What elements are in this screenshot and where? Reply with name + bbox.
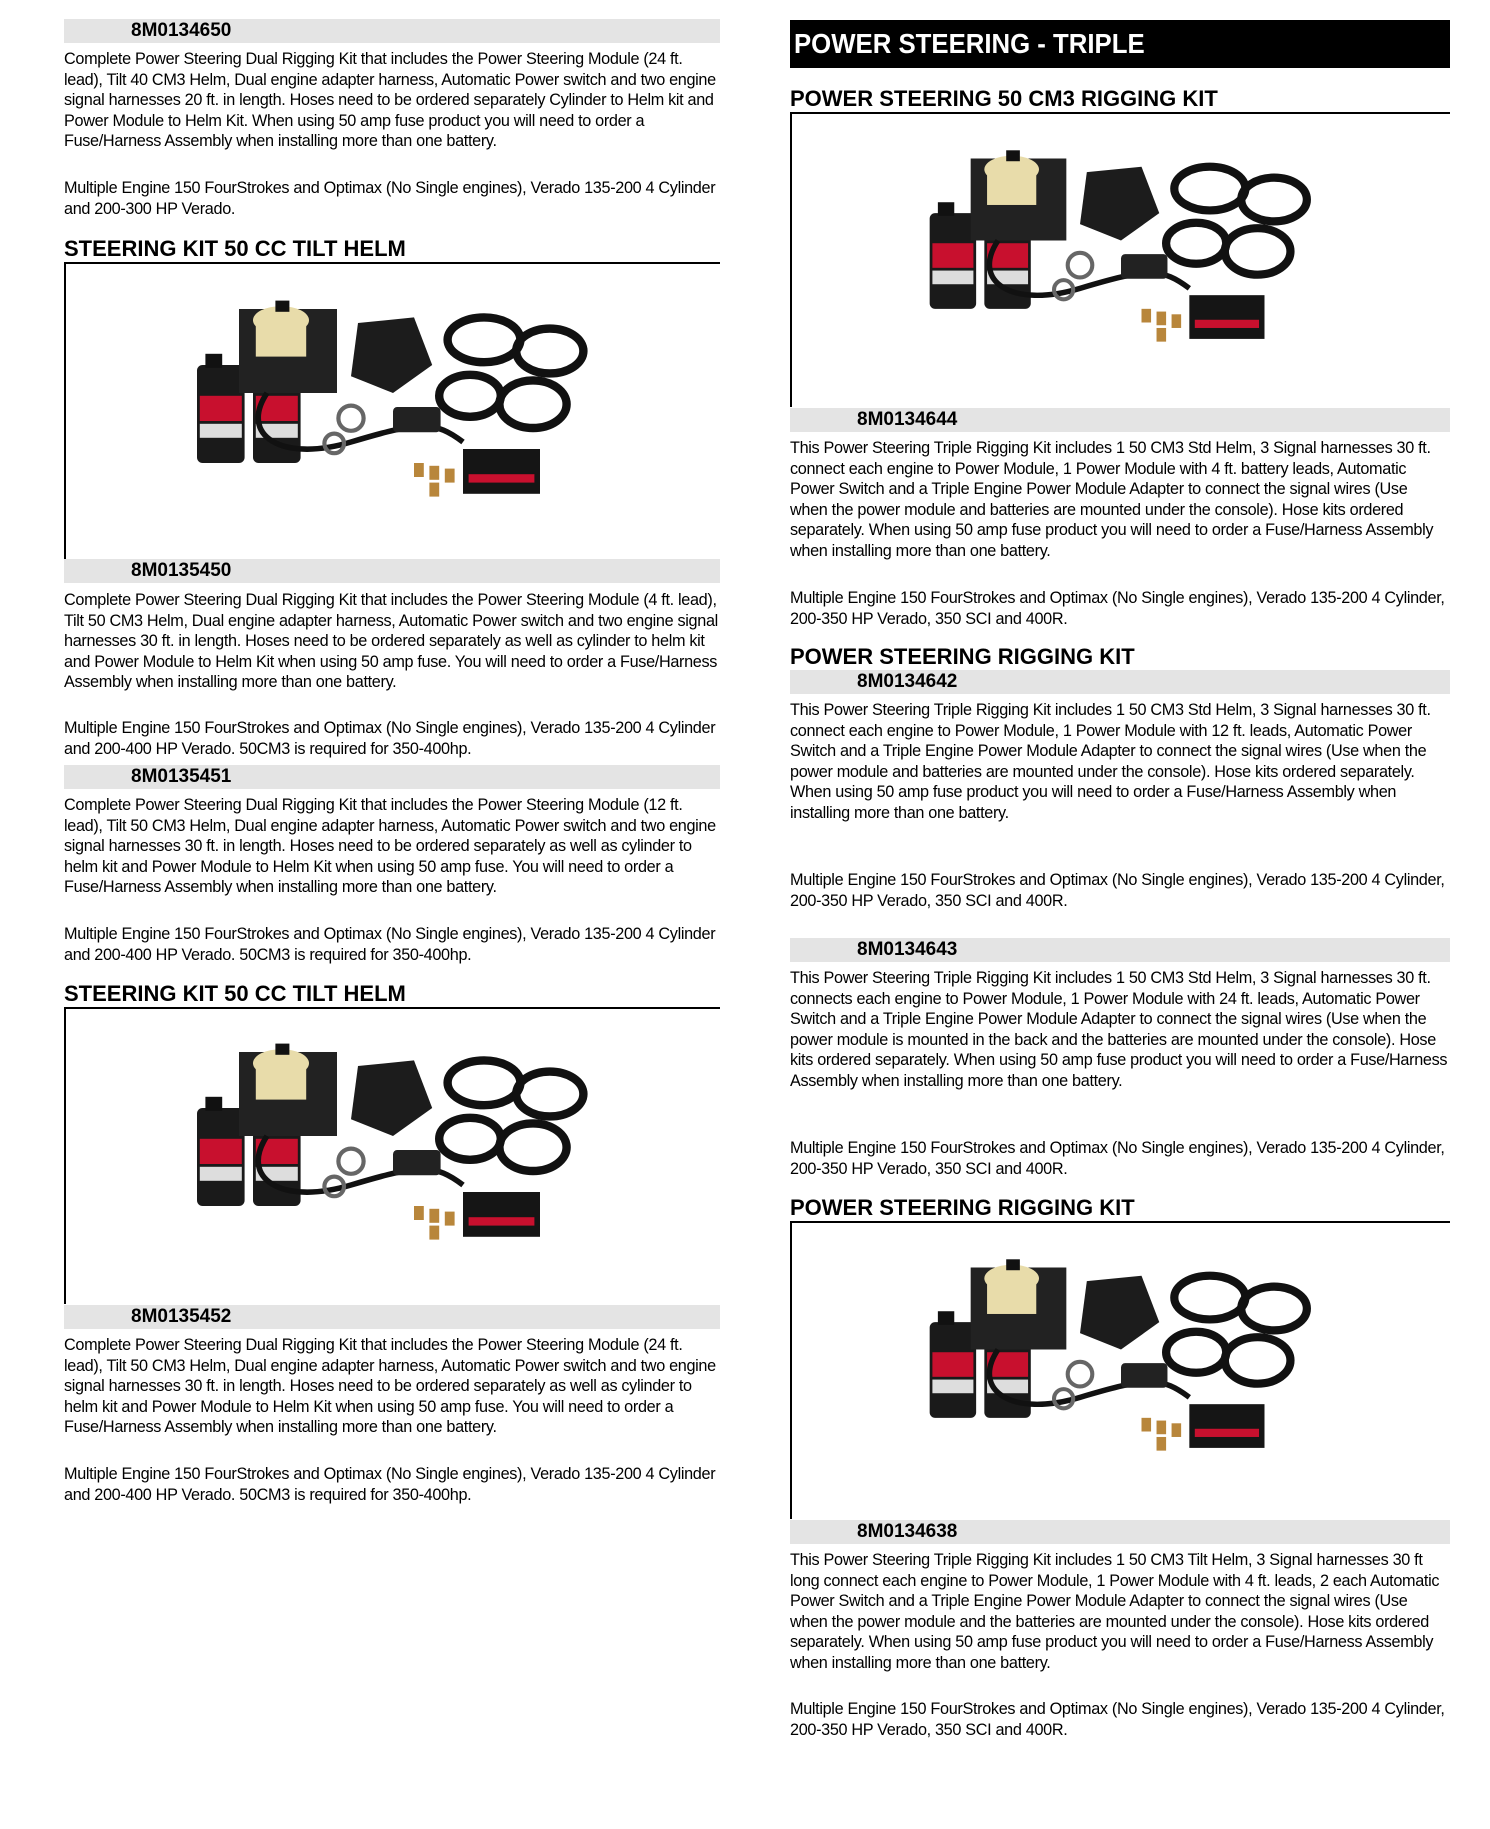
product-image — [790, 114, 1450, 407]
part-description: This Power Steering Triple Rigging Kit includes 1 50 CM3 Std Helm, 3 Signal harnesses 30 ft. connect each engine to Power Module, 1 Power Module with 12 ft. leads, Automatic Power Switch and a Triple Engine Power Module Adapter to connect the signal wires (Use when the power module and batteries are mounted under the console). Hose kits ordered separately. When using 50 amp fuse product you will need to order a Fuse/Harness Assembly when installing more than one battery. — [790, 700, 1431, 822]
part-description: Complete Power Steering Dual Rigging Kit that includes the Power Steering Module (24 ft. lead), Tilt 40 CM3 Helm, Dual engine adapter harness, Automatic Power switch and two engine signal harnesses 20 ft. in length. Hoses need to be ordered separately Cylinder to Helm kit and Power Module to Helm Kit. When using 50 amp fuse product you will need to order a Fuse/Harness Assembly when installing more than one battery. — [64, 49, 716, 150]
steering-kit-image — [183, 274, 603, 554]
product-image — [64, 1009, 720, 1304]
part-application: Multiple Engine 150 FourStrokes and Optimax (No Single engines), Verado 135-200 4 Cylinder and 200-300 HP Verado. — [64, 178, 716, 218]
part-number-8M0135450: 8M0135450 — [64, 559, 720, 583]
part-number-8M0134644: 8M0134644 — [790, 408, 1450, 432]
part-application: Multiple Engine 150 FourStrokes and Optimax (No Single engines), Verado 135-200 4 Cylinder, 200-350 HP Verado, 350 SCI and 400R. — [790, 1699, 1445, 1739]
steering-kit-image — [183, 1017, 603, 1297]
part-number-8M0135451: 8M0135451 — [64, 765, 720, 789]
part-number-8M0134643: 8M0134643 — [790, 938, 1450, 962]
part-application: Multiple Engine 150 FourStrokes and Optimax (No Single engines), Verado 135-200 4 Cylinder and 200-400 HP Verado. 50CM3 is required for 350-400hp. — [64, 1464, 716, 1504]
part-description: This Power Steering Triple Rigging Kit includes 1 50 CM3 Std Helm, 3 Signal harnesses 30 ft. connects each engine to Power Module, 1 Power Module with 24 ft. leads, Automatic Power Switch and a Triple Engine Power Module Adapter to connect the signal wires (Use when the power module is mounted in the back and the batteries are mounted under the console). Hose kits ordered separately. When using 50 amp fuse product you will need to order a Fuse/Harness Assembly when installing more than one battery. — [790, 968, 1448, 1090]
part-number-8M0135452: 8M0135452 — [64, 1305, 720, 1329]
part-application: Multiple Engine 150 FourStrokes and Optimax (No Single engines), Verado 135-200 4 Cylinder, 200-350 HP Verado, 350 SCI and 400R. — [790, 870, 1445, 910]
part-application: Multiple Engine 150 FourStrokes and Optimax (No Single engines), Verado 135-200 4 Cylinder, 200-350 HP Verado, 350 SCI and 400R. — [790, 1138, 1445, 1178]
product-image — [64, 264, 720, 559]
part-application: Multiple Engine 150 FourStrokes and Optimax (No Single engines), Verado 135-200 4 Cylinder and 200-400 HP Verado. 50CM3 is required for 350-400hp. — [64, 718, 716, 758]
part-description: This Power Steering Triple Rigging Kit includes 1 50 CM3 Std Helm, 3 Signal harnesses 30 ft. connect each engine to Power Module, 1 Power Module with 4 ft. battery leads, Automatic Power Switch and a Triple Engine Power Module Adapter to connect the signal wires (Use when the power module and batteries are mounted under the console). Hose kits ordered separately. When using 50 amp fuse product you will need to order a Fuse/Harness Assembly when installing more than one battery. — [790, 438, 1434, 560]
part-description: Complete Power Steering Dual Rigging Kit that includes the Power Steering Module (4 ft. lead), Tilt 50 CM3 Helm, Dual engine adapter harness, Automatic Power switch and two engine signal harnesses 30 ft. in length. Hoses need to be ordered separately as well as cylinder to helm kit and Power Module to Helm Kit when using 50 amp fuse. You will need to order a Fuse/Harness Assembly when installing more than one battery. — [64, 590, 718, 691]
part-description: Complete Power Steering Dual Rigging Kit that includes the Power Steering Module (12 ft. lead), Tilt 50 CM3 Helm, Dual engine adapter harness, Automatic Power switch and two engine signal harnesses 30 ft. in length. Hoses need to be ordered separately as well as cylinder to helm kit and Power Module to Helm Kit when using 50 amp fuse. You will need to order a Fuse/Harness Assembly when installing more than one battery. — [64, 795, 716, 896]
product-image — [790, 1223, 1450, 1519]
section-title: POWER STEERING RIGGING KIT — [790, 644, 1135, 669]
section-title: POWER STEERING 50 CM3 RIGGING KIT — [790, 86, 1218, 111]
steering-kit-image — [916, 1235, 1326, 1505]
part-number-8M0134638: 8M0134638 — [790, 1520, 1450, 1544]
part-description: This Power Steering Triple Rigging Kit includes 1 50 CM3 Tilt Helm, 3 Signal harnesses 30 ft long connect each engine to Power Module, 1 Power Module with 4 ft. leads, 2 each Automatic Power Switch and a Triple Engine Power Module Adapter to connect the signal wires (Use when the power module and the batteries are mounted under the console). Hose kits ordered separately. When using 50 amp fuse product you will need to order a Fuse/Harness Assembly when installing more than one battery. — [790, 1550, 1440, 1672]
part-application: Multiple Engine 150 FourStrokes and Optimax (No Single engines), Verado 135-200 4 Cylinder, 200-350 HP Verado, 350 SCI and 400R. — [790, 588, 1445, 628]
part-application: Multiple Engine 150 FourStrokes and Optimax (No Single engines), Verado 135-200 4 Cylinder and 200-400 HP Verado. 50CM3 is required for 350-400hp. — [64, 924, 716, 964]
steering-kit-image — [916, 126, 1326, 396]
section-title: POWER STEERING RIGGING KIT — [790, 1195, 1135, 1220]
section-title: STEERING KIT 50 CC TILT HELM — [64, 236, 406, 261]
section-banner: POWER STEERING - TRIPLE — [790, 20, 1450, 68]
part-number-8M0134650: 8M0134650 — [64, 19, 720, 43]
section-title: STEERING KIT 50 CC TILT HELM — [64, 981, 406, 1006]
part-description: Complete Power Steering Dual Rigging Kit that includes the Power Steering Module (24 ft. lead), Tilt 50 CM3 Helm, Dual engine adapter harness, Automatic Power switch and two engine signal harnesses 30 ft. in length. Hoses need to be ordered separately as well as cylinder to helm kit and Power Module to Helm Kit when using 50 amp fuse. You will need to order a Fuse/Harness Assembly when installing more than one battery. — [64, 1335, 716, 1436]
part-number-8M0134642: 8M0134642 — [790, 670, 1450, 694]
